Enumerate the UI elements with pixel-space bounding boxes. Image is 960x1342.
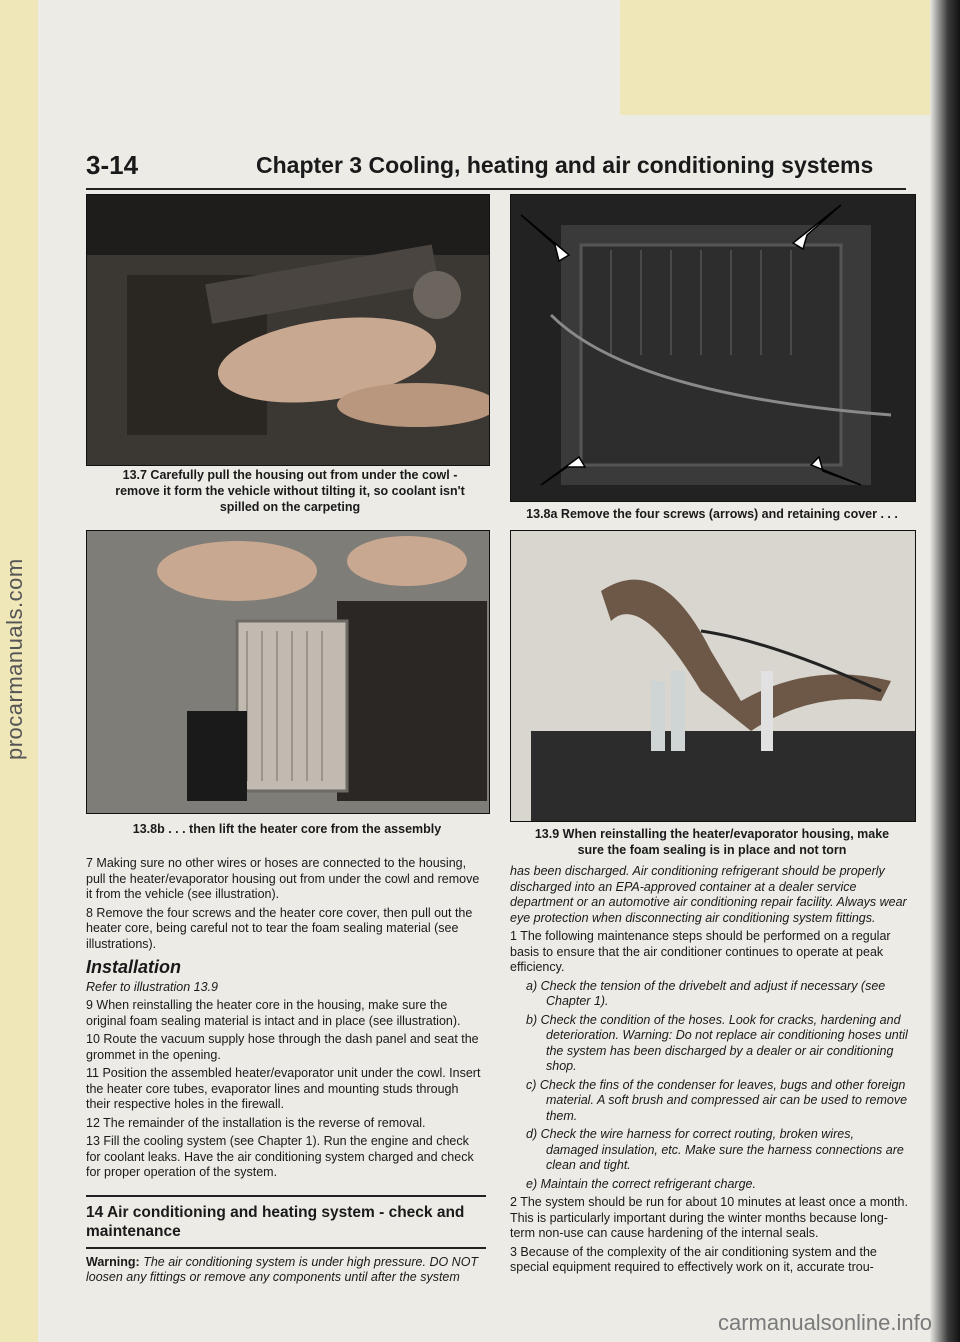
refer-note: Refer to illustration 13.9 (86, 979, 219, 994)
photo-13-8a-image (511, 195, 915, 501)
photo-13-7 (86, 194, 490, 466)
caption-13-7: 13.7 Carefully pull the housing out from under the cowl - remove it form the vehicle without tilting it, so coolant isn't spilled on the carpeting (115, 468, 465, 514)
caption-13-8b: 13.8b . . . then lift the heater core from the assembly (132, 822, 442, 836)
paragraph-9: 9 When reinstalling the heater core in the housing, make sure the original foam sealing material is intact and in place (see illustration). (86, 998, 461, 1028)
paragraph-12: 12 The remainder of the installation is the reverse of removal. (86, 1115, 426, 1130)
item-d: d) Check the wire harness for correct routing, broken wires, damaged insulation, etc. Make sure the harness connections are clean and tight. (526, 1127, 904, 1172)
photo-13-8a (510, 194, 916, 502)
header-rule (86, 188, 906, 190)
caption-13-9: 13.9 When reinstalling the heater/evaporator housing, make sure the foam sealing is in place and not torn (534, 827, 890, 857)
item-e: e) Maintain the correct refrigerant charge. (526, 1176, 756, 1191)
item-a: a) Check the tension of the drivebelt and adjust if necessary (see Chapter 1). (526, 978, 886, 1008)
paragraph-8: 8 Remove the four screws and the heater core cover, then pull out the heater core, being careful not to tear the foam sealing material (see illustrations). (86, 905, 473, 951)
left-text-column (86, 856, 486, 1289)
paragraph-3: 3 Because of the complexity of the air conditioning system and the special equipment required to effectively work on it, accurate trou- (510, 1244, 877, 1274)
warning-text: The air conditioning system is under high pressure. DO NOT loosen any fittings or remove any components until after the system (86, 1254, 479, 1284)
page-edge-top (620, 0, 960, 115)
page-number: 3-14 (86, 150, 139, 180)
paragraph-13: 13 Fill the cooling system (see Chapter 1). Run the engine and check for coolant leaks. Have the air conditioning system charged and check for proper operation of the system. (86, 1134, 474, 1179)
warning-label: Warning: (86, 1254, 140, 1269)
right-text-column (510, 864, 908, 1279)
paragraph-1: 1 The following maintenance steps should be performed on a regular basis to ensure that the air conditioner continues to operate at peak efficiency. (510, 929, 891, 974)
warning-paragraph (86, 1255, 486, 1286)
photo-13-9-image (511, 531, 915, 821)
photo-13-9 (510, 530, 916, 822)
photo-13-8b-image (87, 531, 489, 813)
side-watermark: procarmanuals.com (2, 558, 27, 760)
item-c: c) Check the fins of the condenser for leaves, bugs and other foreign material. A soft brush and compressed air can be used to remove them. (526, 1077, 908, 1123)
paragraph-2: 2 The system should be run for about 10 minutes at least once a month. This is particularly important during the winter months because long-term non-use can cause hardening of the internal seals. (510, 1195, 908, 1240)
item-b: b) Check the condition of the hoses. Look for cracks, hardening and deterioration. Warning: Do not replace air conditioning hoses until the system has been discharged by a dealer or air conditioning shop. (526, 1012, 908, 1073)
paragraph-10: 10 Route the vacuum supply hose through the dash panel and seat the grommet in the opening. (86, 1032, 479, 1062)
section-rule-top (86, 1195, 486, 1197)
caption-13-8a: 13.8a Remove the four screws (arrows) and retaining cover . . . (526, 507, 898, 521)
installation-heading: Installation (86, 957, 182, 977)
chapter-title: Chapter 3 Cooling, heating and air conditioning systems (256, 152, 874, 178)
section-14-title: 14 Air conditioning and heating system - check and maintenance (86, 1203, 465, 1240)
bottom-watermark: carmanualsonline.info (717, 1310, 932, 1335)
photo-13-8b (86, 530, 490, 814)
photo-13-7-image (87, 195, 489, 465)
paragraph-11: 11 Position the assembled heater/evaporator unit under the cowl. Insert the heater core tubes, evaporator lines and mounting studs through their respective holes in the firewall. (86, 1066, 481, 1111)
book-binding (930, 0, 960, 1342)
warning-continued: has been discharged. Air conditioning refrigerant should be properly discharged into an EPA-approved container at a dealer service department or an automotive air conditioning repair facility. Always wear eye protection when disconnecting air conditioning system fittings. (510, 864, 907, 925)
paragraph-7: 7 Making sure no other wires or hoses are connected to the housing, pull the heater/evaporator housing out from under the cowl and remove it from the vehicle (see illustration). (86, 856, 480, 901)
section-rule-bottom (86, 1247, 486, 1249)
